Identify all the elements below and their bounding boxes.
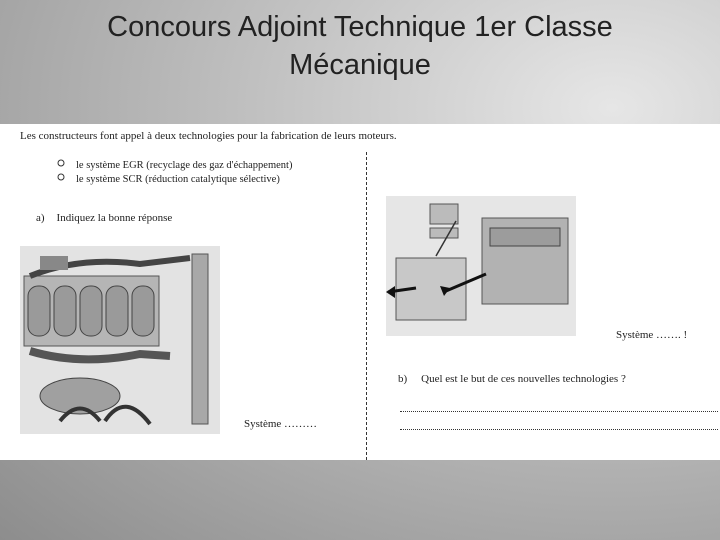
figure-right-label: Système ……. !	[616, 329, 688, 341]
answer-line	[400, 411, 718, 412]
question-a-number: a)	[36, 212, 45, 224]
answer-line	[400, 429, 718, 430]
bullet-scr	[56, 172, 280, 185]
slide-title	[0, 8, 720, 84]
bullet-scr-text: le système SCR (réduction catalytique sélective)	[76, 174, 280, 185]
question-b	[398, 373, 626, 385]
title-line-1: Concours Adjoint Technique 1er Classe	[107, 11, 613, 43]
question-a	[36, 212, 172, 224]
question-b-text: Quel est le but de ces nouvelles technologies ?	[421, 373, 626, 385]
circle-bullet-icon	[56, 158, 66, 168]
question-b-number: b)	[398, 373, 408, 385]
circle-bullet-icon	[56, 172, 66, 182]
egr-engine-diagram	[20, 246, 220, 434]
bullet-egr	[56, 158, 292, 171]
figure-left-label: Système ………	[244, 418, 318, 430]
dashed-divider	[366, 152, 367, 460]
scanned-worksheet	[0, 124, 720, 460]
question-a-text: Indiquez la bonne réponse	[56, 212, 173, 224]
title-line-2: Mécanique	[289, 49, 431, 81]
bullet-egr-text: le système EGR (recyclage des gaz d'échappement)	[76, 160, 293, 171]
scr-engine-diagram	[386, 196, 576, 336]
intro-text: Les constructeurs font appel à deux technologies pour la fabrication de leurs moteurs.	[20, 130, 397, 142]
